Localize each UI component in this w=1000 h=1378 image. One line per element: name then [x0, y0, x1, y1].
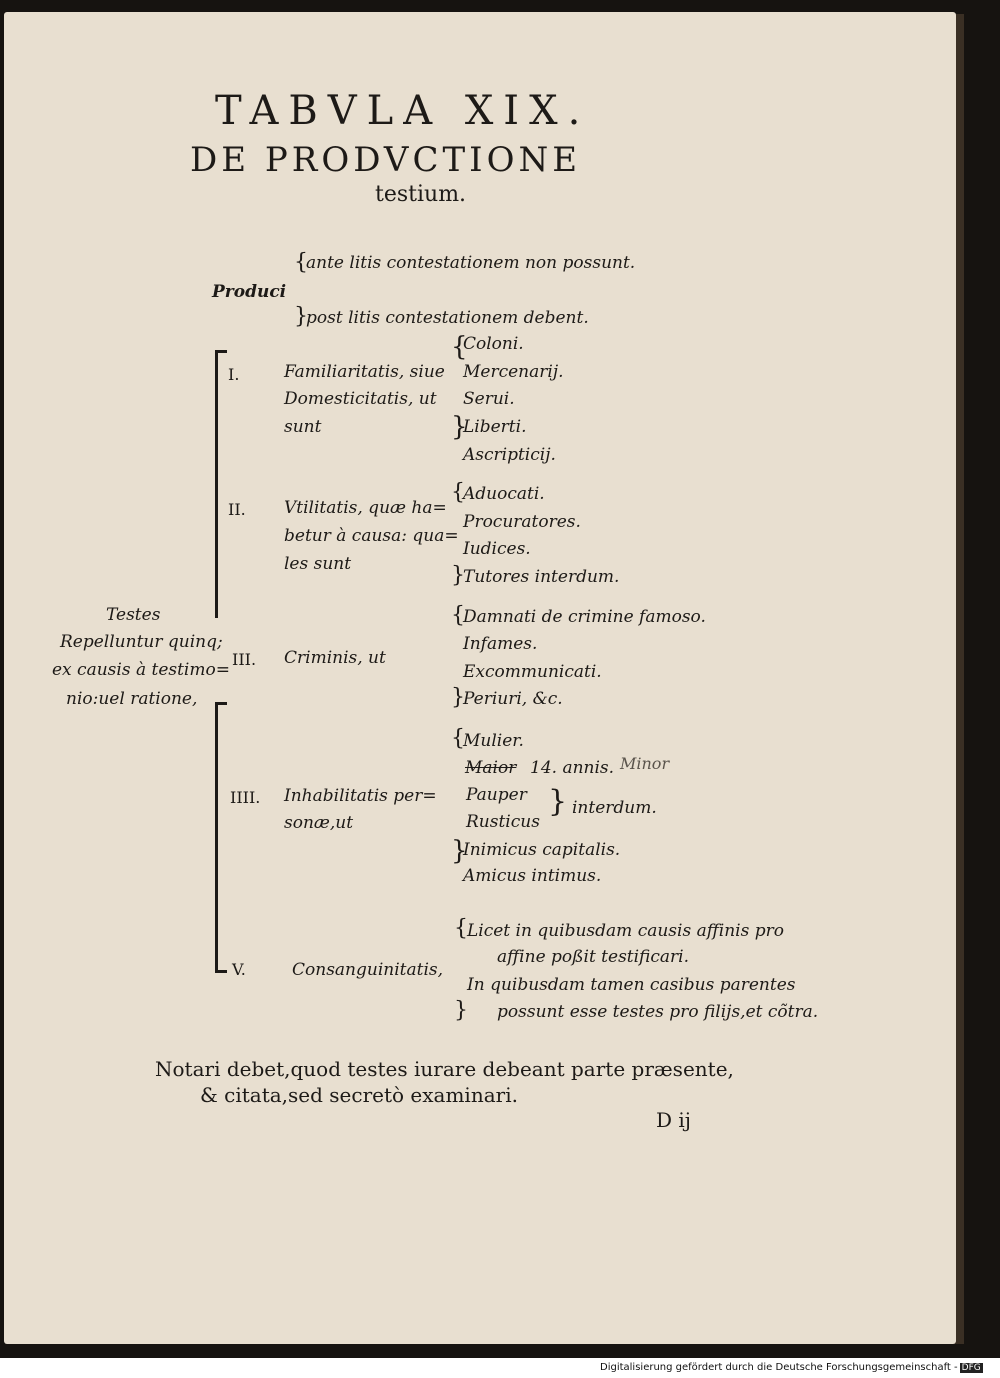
brace: }: [454, 998, 468, 1023]
cause-1-number: I.: [228, 365, 240, 384]
bracket-line-upper: [215, 350, 218, 618]
cause-4-item-interdum: interdum.: [572, 798, 657, 818]
cause-4-item-maior: Maior: [465, 758, 517, 778]
brace: {: [294, 250, 308, 275]
footer-text: Digitalisierung gefördert durch die Deutsche Forschungsgemeinschaft -: [600, 1362, 958, 1373]
brace: {: [451, 603, 465, 628]
handwritten-annotation: Minor: [620, 754, 670, 773]
cause-5-text-1: Consanguinitatis,: [292, 960, 444, 980]
cause-5-item-3: In quibusdam tamen casibus parentes: [467, 975, 796, 995]
bracket-line-lower-bottom: [215, 970, 227, 973]
brace: }: [451, 412, 468, 442]
bracket-line-lower: [215, 702, 218, 972]
brace: {: [451, 480, 465, 505]
cause-2-item-4: Tutores interdum.: [463, 567, 620, 587]
brace: }: [548, 784, 568, 819]
testes-desc-2: ex causis à testimo=: [52, 660, 230, 680]
cause-1-text-1: Familiaritatis, siue: [284, 362, 445, 382]
cause-2-text-2: betur à causa: qua=: [284, 526, 459, 546]
dfg-logo: DFG: [961, 1363, 981, 1373]
cause-1-item-2: Mercenarij.: [463, 362, 564, 382]
cause-5-item-2: affine poßit testificari.: [497, 947, 690, 967]
cause-1-text-3: sunt: [284, 417, 322, 437]
page-title: TABVLA XIX.: [215, 88, 591, 134]
cause-4-item-inimicus: Inimicus capitalis.: [463, 840, 621, 860]
cause-4-text-1: Inhabilitatis per=: [284, 786, 437, 806]
cause-1-item-1: Coloni.: [463, 334, 524, 354]
cause-4-item-rusticus: Rusticus: [466, 812, 540, 832]
brace: {: [451, 726, 465, 751]
signature-mark: D ij: [656, 1108, 691, 1132]
page-subtitle: DE PRODVCTIONE: [190, 140, 582, 180]
brace: }: [294, 304, 308, 329]
cause-1-item-5: Ascripticij.: [463, 445, 556, 465]
brace: }: [451, 836, 468, 866]
cause-5-item-1: Licet in quibusdam causis affinis pro: [467, 921, 784, 941]
produci-ante: ante litis contestationem non possunt.: [306, 253, 636, 273]
cause-3-item-1: Damnati de crimine famoso.: [463, 607, 706, 627]
produci-post: post litis contestationem debent.: [306, 308, 589, 328]
note-line-1: Notari debet,quod testes iurare debeant parte præsente,: [155, 1057, 734, 1081]
digitization-footer: [600, 1362, 983, 1373]
cause-2-item-3: Iudices.: [463, 539, 531, 559]
cause-4-item-amicus: Amicus intimus.: [463, 866, 602, 886]
cause-2-number: II.: [228, 500, 246, 519]
cause-4-item-age: 14. annis.: [530, 758, 615, 778]
cause-4-item-pauper: Pauper: [466, 785, 527, 805]
cause-2-text-1: Vtilitatis, quæ ha=: [284, 498, 447, 518]
brace: }: [451, 563, 465, 588]
cause-1-item-3: Serui.: [463, 389, 515, 409]
note-line-2: & citata,sed secretò examinari.: [200, 1083, 518, 1107]
cause-2-item-2: Procuratores.: [463, 512, 581, 532]
cause-4-text-2: sonæ,ut: [284, 813, 354, 833]
cause-4-item-1: Mulier.: [463, 731, 524, 751]
cause-3-text-1: Criminis, ut: [284, 648, 386, 668]
cause-2-item-1: Aduocati.: [463, 484, 545, 504]
brace: {: [454, 916, 468, 941]
cause-3-item-4: Periuri, &c.: [463, 689, 563, 709]
cause-2-text-3: les sunt: [284, 554, 352, 574]
brace: }: [451, 685, 465, 710]
cause-4-number: IIII.: [230, 788, 261, 807]
testes-desc-1: Repelluntur quinq;: [60, 632, 223, 652]
cause-1-item-4: Liberti.: [463, 417, 527, 437]
cause-5-item-4: possunt esse testes pro filijs,et cõtra.: [497, 1002, 819, 1022]
cause-1-text-2: Domesticitatis, ut: [284, 389, 437, 409]
bracket-line-upper-top: [215, 350, 227, 353]
cause-3-item-3: Excommunicati.: [463, 662, 602, 682]
cause-3-item-2: Infames.: [463, 634, 538, 654]
page-subtitle-2: testium.: [375, 182, 467, 207]
testes-label: Testes: [106, 605, 161, 625]
cause-3-number: III.: [232, 650, 257, 669]
cause-5-number: V.: [232, 960, 246, 979]
testes-desc-3: nio:uel ratione,: [66, 689, 198, 709]
brace: {: [451, 332, 468, 362]
produci-label: Produci: [212, 282, 287, 302]
